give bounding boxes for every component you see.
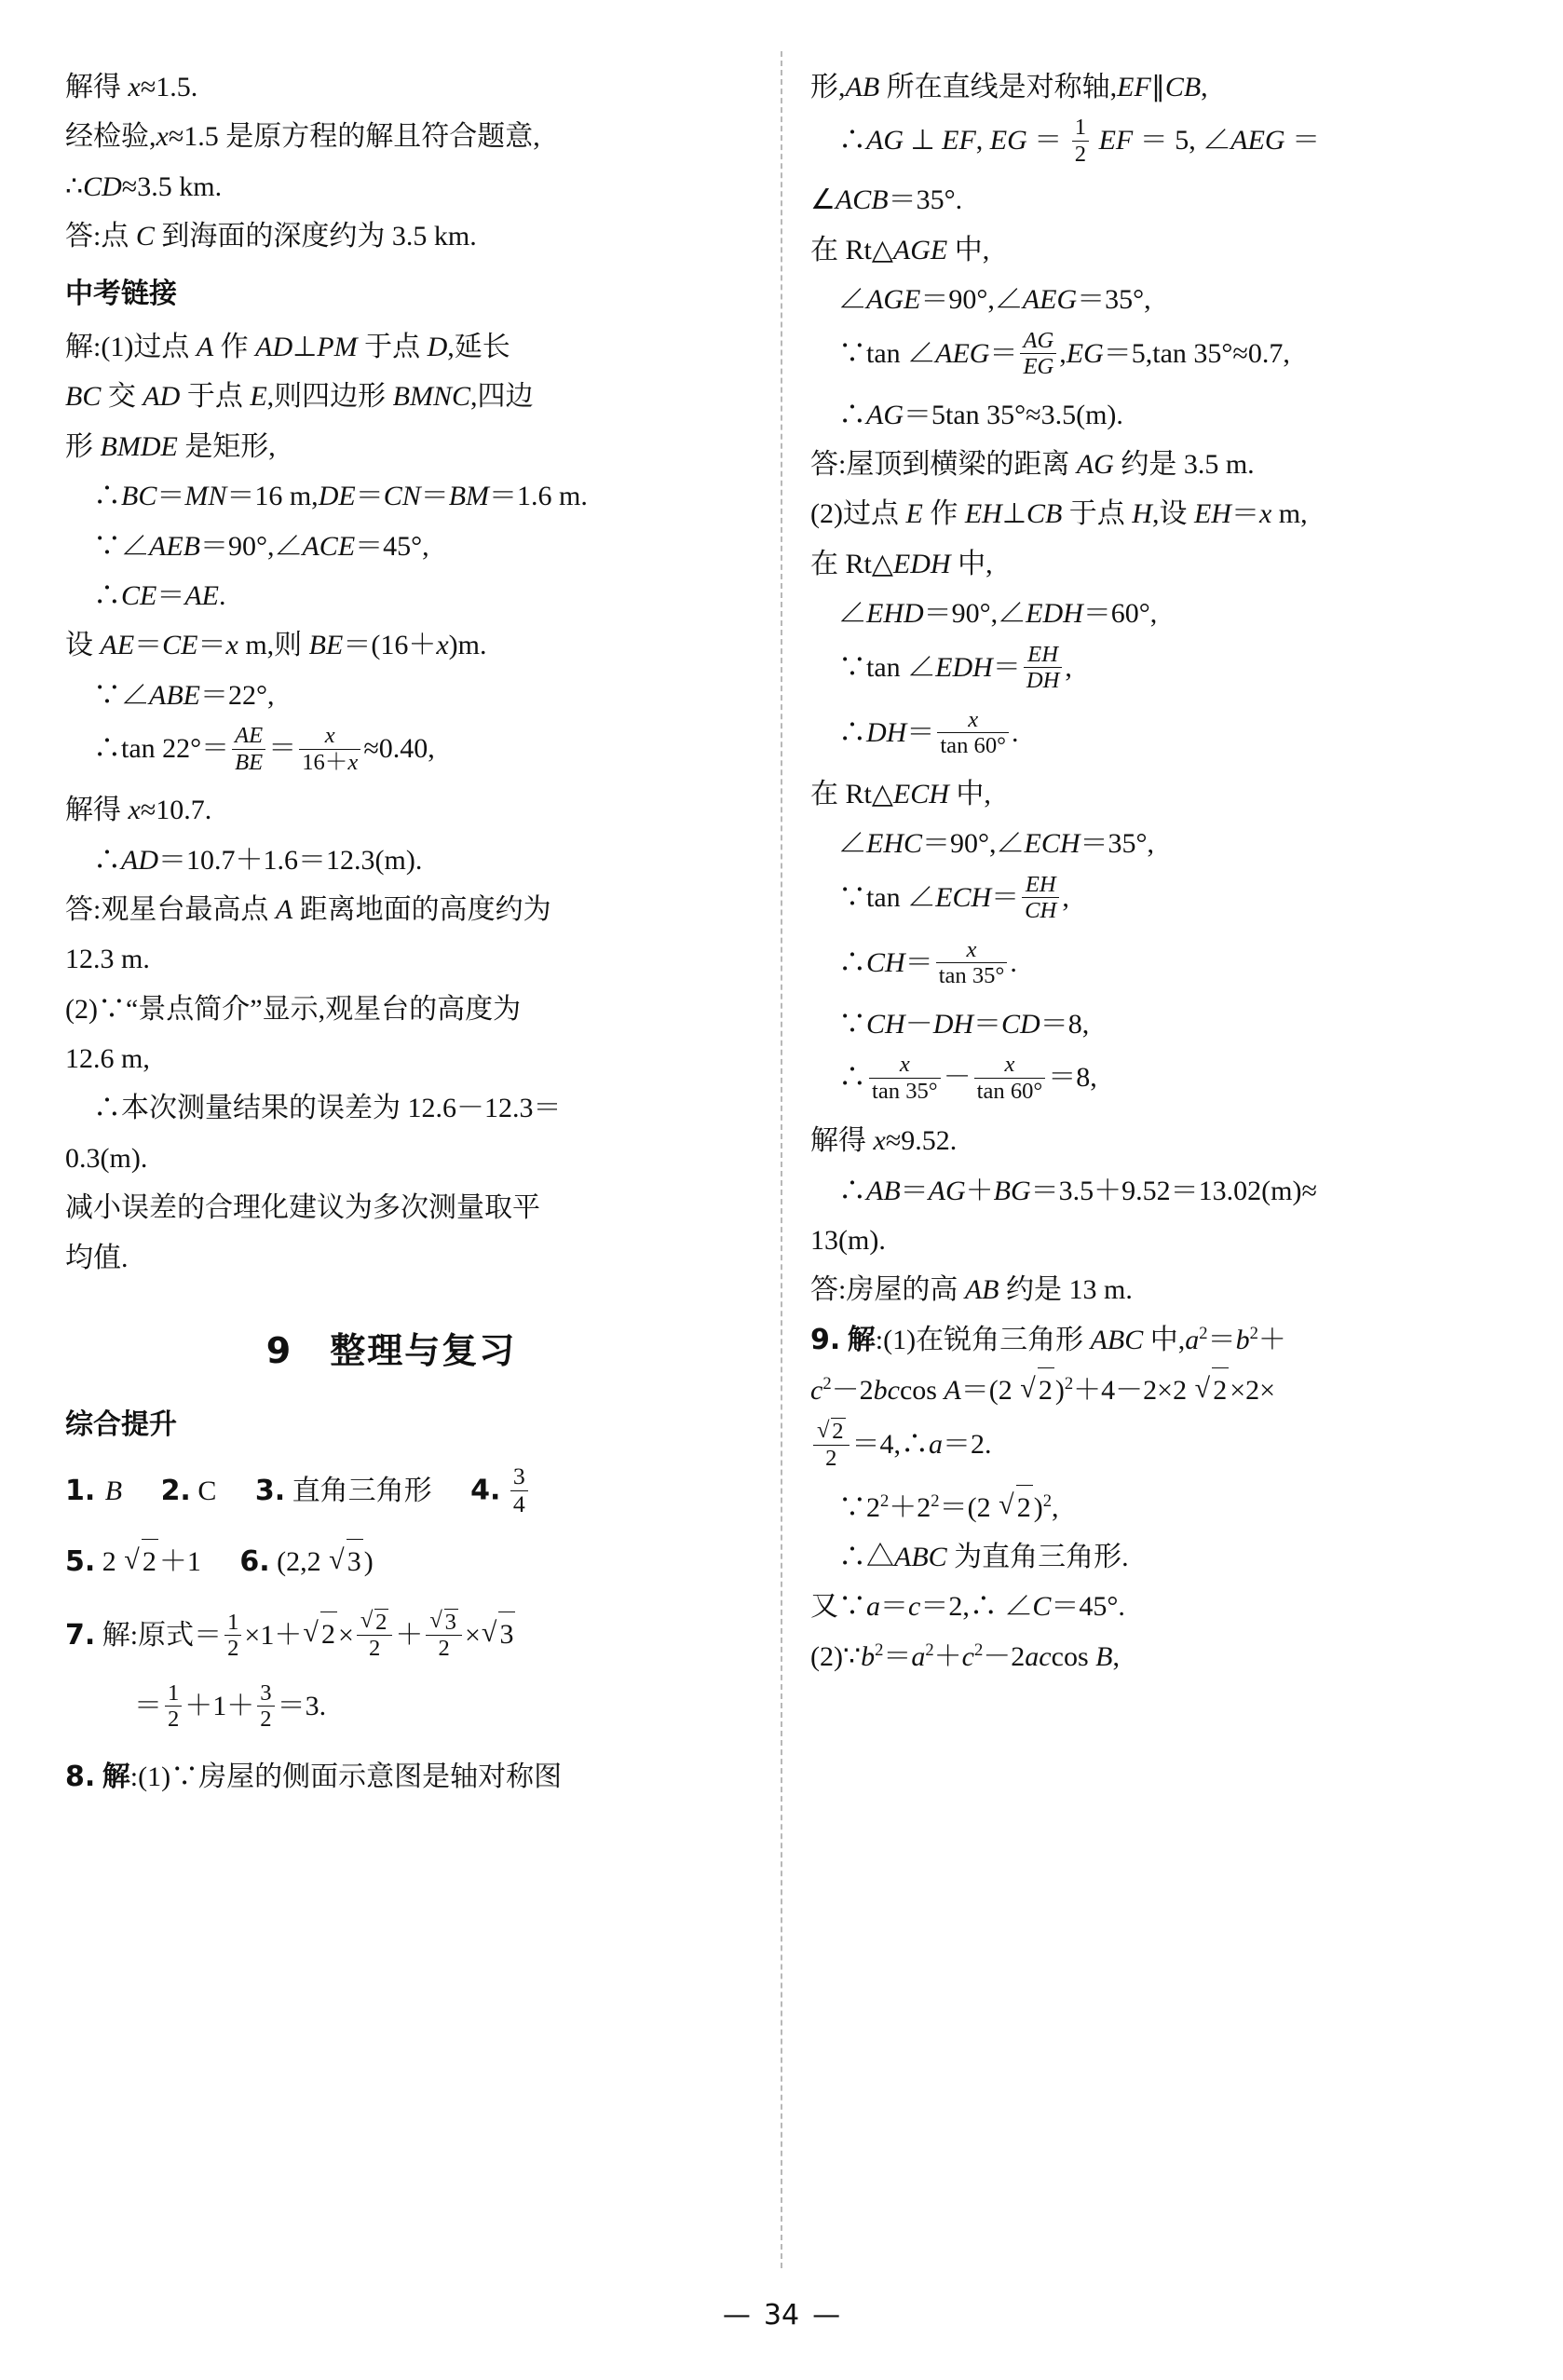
answer-9-line-4: $\because 2^2+2^2=(2$ √ 2 )$^2$, bbox=[810, 1485, 1462, 1530]
right-line-11: ∠EHD＝90°,∠EDH＝60°, bbox=[810, 598, 1158, 630]
page-number bbox=[0, 2299, 1563, 2332]
zk-line-4: ∴BC＝MN＝16 m,DE＝CN＝BM＝1.6 m. bbox=[65, 481, 588, 512]
zk-line-10: 解得 x≈10.7. bbox=[65, 795, 212, 826]
right-line-1: 形,AB 所在直线是对称轴,EF∥CB, bbox=[810, 72, 1208, 102]
zk-line-17: 0.3(m). bbox=[65, 1142, 148, 1174]
zk-line-16: ∴本次测量结果的误差为 12.6－12.3＝ bbox=[65, 1093, 562, 1124]
answer-2: 2. C bbox=[160, 1474, 217, 1507]
left-line-3: ∴CD≈3.5 km. bbox=[65, 170, 223, 202]
right-line-18: ∵CH－DH＝CD＝8, bbox=[810, 1008, 1090, 1040]
answer-9-line-3: √ $\frac{2}{2}$ ＝4,∴a＝2. bbox=[810, 1418, 1462, 1471]
right-line-23: 答:房屋的高 AB 约是 13 m. bbox=[810, 1274, 1133, 1306]
right-line-17: ∴CH＝ $\frac{x}{\tan 35^\circ}$ . bbox=[810, 936, 1017, 989]
answer-9-line-1: 9. 解:(1)在锐角三角形 ABC 中$,a^2=b^2+$ bbox=[810, 1323, 1286, 1356]
answer-9-line-7: $(2)\because b^2=a^2+c^2-2accos$ B, bbox=[810, 1639, 1120, 1672]
right-line-6: ∵tan ∠AEG＝ $\frac{AG}{EG}$ ,EG＝5,tan 35°≈0.7, bbox=[810, 327, 1290, 380]
zk-line-19: 均值. bbox=[65, 1242, 129, 1273]
column-divider bbox=[781, 51, 782, 2268]
right-line-5: ∠AGE＝90°,∠AEG＝35°, bbox=[810, 284, 1151, 316]
right-column bbox=[810, 65, 1462, 1684]
left-line-4: 答:点 C 到海面的深度约为 3.5 km. bbox=[65, 221, 477, 252]
right-line-21: ∴AB＝AG＋BG＝3.5＋9.52＝13.02(m)≈ bbox=[810, 1175, 1317, 1206]
answer-9-line-5: ∴△ABC 为直角三角形. bbox=[810, 1541, 1129, 1572]
answer-7-line-2: ＝ $\frac{1}{2}$ ＋1＋ $\frac{3}{2}$ ＝3. bbox=[134, 1680, 327, 1733]
answer-5: 5. 2 √ 2 ＋1 bbox=[65, 1539, 201, 1584]
right-line-12: ∵tan ∠EDH＝ $\frac{EH}{DH}$ , bbox=[810, 641, 1072, 694]
right-line-20: 解得 x≈9.52. bbox=[810, 1125, 958, 1157]
heading-zhongkao-lianjie: 中考链接 bbox=[65, 277, 177, 310]
zk-line-18: 减小误差的合理化建议为多次测量取平 bbox=[65, 1192, 540, 1224]
right-line-10: 在 Rt△EDH 中, bbox=[810, 548, 993, 579]
zk-line-15: 12.6 m, bbox=[65, 1043, 150, 1075]
zk-line-7: 设 AE＝CE＝x m,则 BE＝(16＋x)m. bbox=[65, 630, 487, 661]
answer-7-line-1: 7. 解:原式＝ $\frac{1}{2}$ ×1＋ √ 2 × √ $\frac{2}{2}$ ＋ √ $\frac{3}{2}$ × √ 3 bbox=[65, 1609, 717, 1662]
zk-line-13: 12.3 m. bbox=[65, 944, 150, 975]
right-line-7: ∴AG＝5tan 35°≈3.5(m). bbox=[810, 399, 1123, 430]
page-number-value: 34 bbox=[763, 2299, 800, 2332]
right-line-2: ∴AG ⊥ EF, EG ＝ $\frac{1}{2}$ EF ＝ 5, ∠AEG ＝ bbox=[810, 115, 1321, 167]
right-line-14: 在 Rt△ECH 中, bbox=[810, 778, 991, 809]
answer-9-line-6: 又∵a＝c＝2,∴ ∠C＝45°. bbox=[810, 1591, 1125, 1623]
zk-line-14: (2)∵“景点简介”显示,观星台的高度为 bbox=[65, 993, 522, 1025]
left-column bbox=[65, 65, 717, 1804]
section-title-9: 9 整理与复习 bbox=[265, 1330, 517, 1372]
zk-line-11: ∴AD＝10.7＋1.6＝12.3(m). bbox=[65, 844, 423, 876]
right-line-19: ∴ $\frac{x}{\tan 35^\circ}$ － $\frac{x}{\tan 60^\circ}$ ＝8, bbox=[810, 1052, 1097, 1104]
zk-line-12: 答:观星台最高点 A 距离地面的高度约为 bbox=[65, 893, 551, 925]
left-line-2: 经检验,x≈1.5 是原方程的解且符合题意, bbox=[65, 121, 540, 153]
zk-line-5: ∵∠AEB＝90°,∠ACE＝45°, bbox=[65, 530, 429, 562]
right-line-15: ∠EHC＝90°,∠ECH＝35°, bbox=[810, 828, 1154, 860]
right-line-9: (2)过点 E 作 EH⊥CB 于点 H,设 EH＝x m, bbox=[810, 498, 1308, 530]
right-line-4: 在 Rt△AGE 中, bbox=[810, 234, 990, 265]
right-line-13: ∴DH＝ $\frac{x}{\tan 60^\circ}$ . bbox=[810, 706, 1019, 759]
answer-4: 4. $\frac{3}{4}$ bbox=[470, 1463, 531, 1518]
zk-line-1: 解:(1)过点 A 作 AD⊥PM 于点 D,延长 bbox=[65, 331, 510, 362]
zk-line-2: BC 交 AD 于点 E,则四边形 BMNC,四边 bbox=[65, 381, 534, 413]
answer-6: 6. (2,2 √ 3 ) bbox=[239, 1539, 373, 1584]
answer-8-line-1: 8. 解:(1)∵房屋的侧面示意图是轴对称图 bbox=[65, 1760, 563, 1793]
answer-3: 3. 直角三角形 bbox=[254, 1474, 432, 1507]
right-line-16: ∵tan ∠ECH＝ $\frac{EH}{CH}$ , bbox=[810, 871, 1069, 924]
page-number-dash-left: — bbox=[722, 2299, 751, 2332]
answers-row-2 bbox=[65, 1539, 717, 1584]
right-line-8: 答:屋顶到横梁的距离 AG 约是 3.5 m. bbox=[810, 449, 1255, 481]
page-number-dash-right: — bbox=[812, 2299, 841, 2332]
heading-zonghe-tisheng: 综合提升 bbox=[65, 1408, 177, 1442]
answer-1: 1. B bbox=[65, 1474, 123, 1507]
zk-line-9: ∴tan 22°＝ $\frac{AE}{BE}$ ＝ $\frac{x}{16+x}$ ≈0.40, bbox=[65, 723, 435, 775]
answer-9-line-2: $c^2-2bccos$ A＝(2 √ 2 )$^2$＋4－2×2 √ 2 ×2× bbox=[810, 1367, 1462, 1412]
answers-row-1 bbox=[65, 1463, 717, 1518]
zk-line-6: ∴CE＝AE. bbox=[65, 579, 226, 611]
zk-line-8: ∵∠ABE＝22°, bbox=[65, 679, 275, 711]
left-line-1: 解得 x≈1.5. bbox=[65, 72, 198, 102]
right-line-3: ∠ACB＝35°. bbox=[810, 184, 963, 216]
zk-line-3: 形 BMDE 是矩形, bbox=[65, 430, 276, 462]
right-line-22: 13(m). bbox=[810, 1224, 886, 1256]
